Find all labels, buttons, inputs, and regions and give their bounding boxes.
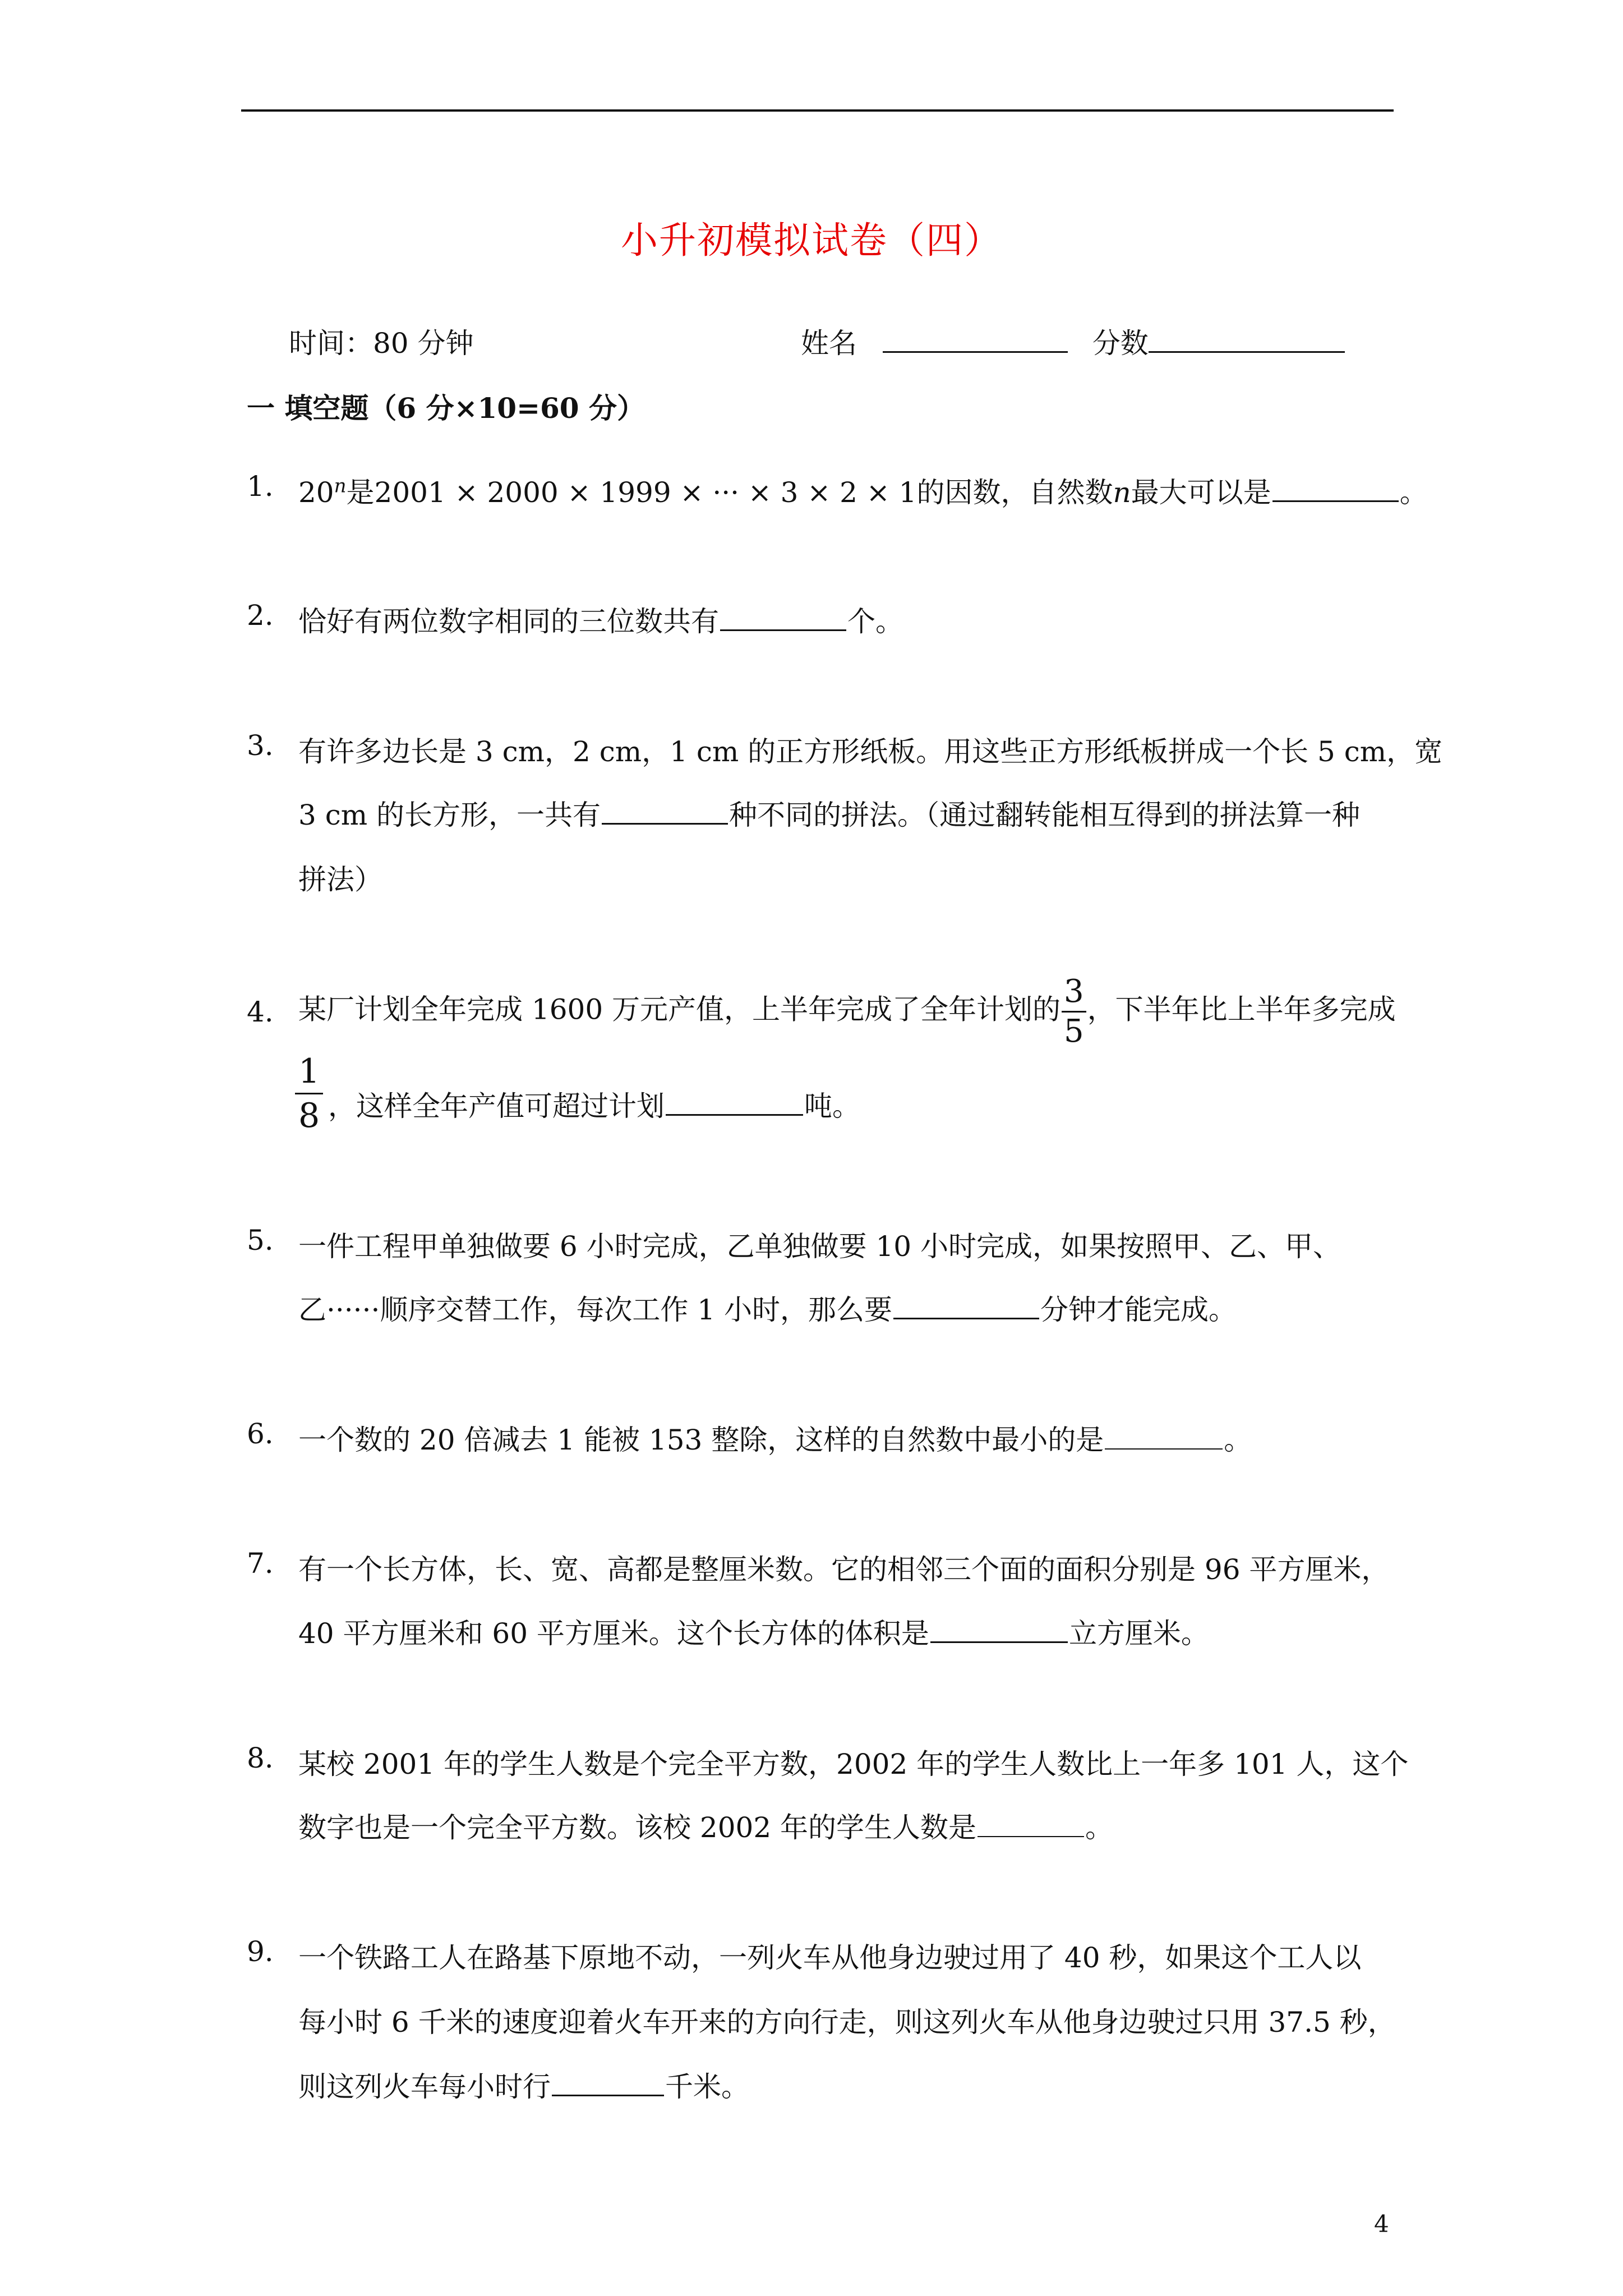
fraction: $\frac{3}{5}$ xyxy=(1062,976,1086,1047)
score-blank xyxy=(1149,325,1345,353)
question-1: 20$^n$是2001 × 2000 × 1999 × ··· × 3 × 2 × 1的因数，自然数n最大可以是 。 xyxy=(298,475,1428,509)
question-2: 恰好有两位数字相同的三位数共有 个。 xyxy=(298,605,903,638)
question-7-line-1: 有一个长方体，长、宽、高都是整厘米数。它的相邻三个面的面积分别是 96 平方厘米， xyxy=(298,1553,1390,1586)
answer-blank[interactable] xyxy=(1272,478,1399,502)
question-7-line-2: 40 平方厘米和 60 平方厘米。这个长方体的体积是 立方厘米。 xyxy=(298,1617,1209,1650)
question-number: 8. xyxy=(247,1742,274,1774)
answer-blank[interactable] xyxy=(893,1295,1039,1319)
fraction: $\frac{1}{8}$ xyxy=(295,1055,323,1133)
question-number: 9. xyxy=(247,1935,274,1968)
question-8-line-2: 数字也是一个完全平方数。该校 2002 年的学生人数是 。 xyxy=(298,1811,1114,1844)
question-3-line-2: 3 cm 的长方形，一共有 种不同的拼法。（通过翻转能相互得到的拼法算一种 xyxy=(298,799,1361,831)
answer-blank[interactable] xyxy=(978,1814,1084,1837)
question-3-line-3: 拼法） xyxy=(298,863,382,896)
question-3-line-1: 有许多边长是 3 cm，2 cm，1 cm 的正方形纸板。用这些正方形纸板拼成一个长 5 cm，宽 xyxy=(298,735,1443,768)
question-number: 7. xyxy=(247,1547,274,1580)
top-rule xyxy=(241,109,1394,112)
question-number: 6. xyxy=(247,1418,274,1450)
page-title: 小升初模拟试卷（四） xyxy=(621,219,1002,262)
question-4-line-2: ，这样全年产值可超过计划 吨。 xyxy=(328,1090,860,1122)
question-9-line-2: 每小时 6 千米的速度迎着火车开来的方向行走，则这列火车从他身边驶过只用 37.5 秒， xyxy=(298,2006,1396,2039)
question-6: 一个数的 20 倍减去 1 能被 153 整除，这样的自然数中最小的是 。 xyxy=(298,1424,1252,1456)
question-5-line-2: 乙······顺序交替工作，每次工作 1 小时，那么要 分钟才能完成。 xyxy=(298,1294,1237,1326)
answer-blank[interactable] xyxy=(602,800,728,825)
section-heading: 一 填空题（6 分×10=60 分） xyxy=(247,392,645,425)
question-number: 1. xyxy=(247,470,274,503)
score-label: 分数 xyxy=(1092,327,1149,360)
question-9-line-1: 一个铁路工人在路基下原地不动，一列火车从他身边驶过用了 40 秒，如果这个工人以 xyxy=(298,1941,1362,1974)
answer-blank[interactable] xyxy=(930,1619,1068,1643)
answer-blank[interactable] xyxy=(552,2072,664,2096)
name-field xyxy=(801,321,1345,361)
page-number: 4 xyxy=(1374,2210,1389,2238)
question-5-line-1: 一件工程甲单独做要 6 小时完成，乙单独做要 10 小时完成，如果按照甲、乙、甲、 xyxy=(298,1230,1341,1263)
answer-blank[interactable] xyxy=(1105,1426,1223,1450)
name-blank xyxy=(883,325,1068,353)
question-number: 4. xyxy=(247,996,274,1028)
question-number: 3. xyxy=(247,729,274,762)
question-number: 2. xyxy=(247,599,274,632)
question-9-line-3: 则这列火车每小时行 千米。 xyxy=(298,2070,749,2103)
question-number: 5. xyxy=(247,1224,274,1257)
question-4-line-1: 某厂计划全年完成 1600 万元产值，上半年完成了全年计划的 $\frac{3}{5}$ ，下半年比上半年多完成 xyxy=(298,973,1396,1050)
name-label: 姓名 xyxy=(801,327,857,360)
time-label: 时间：80 分钟 xyxy=(289,327,474,360)
answer-blank[interactable] xyxy=(720,607,846,631)
question-8-line-1: 某校 2001 年的学生人数是个完全平方数，2002 年的学生人数比上一年多 101 人，这个 xyxy=(298,1748,1409,1780)
answer-blank[interactable] xyxy=(666,1092,803,1116)
